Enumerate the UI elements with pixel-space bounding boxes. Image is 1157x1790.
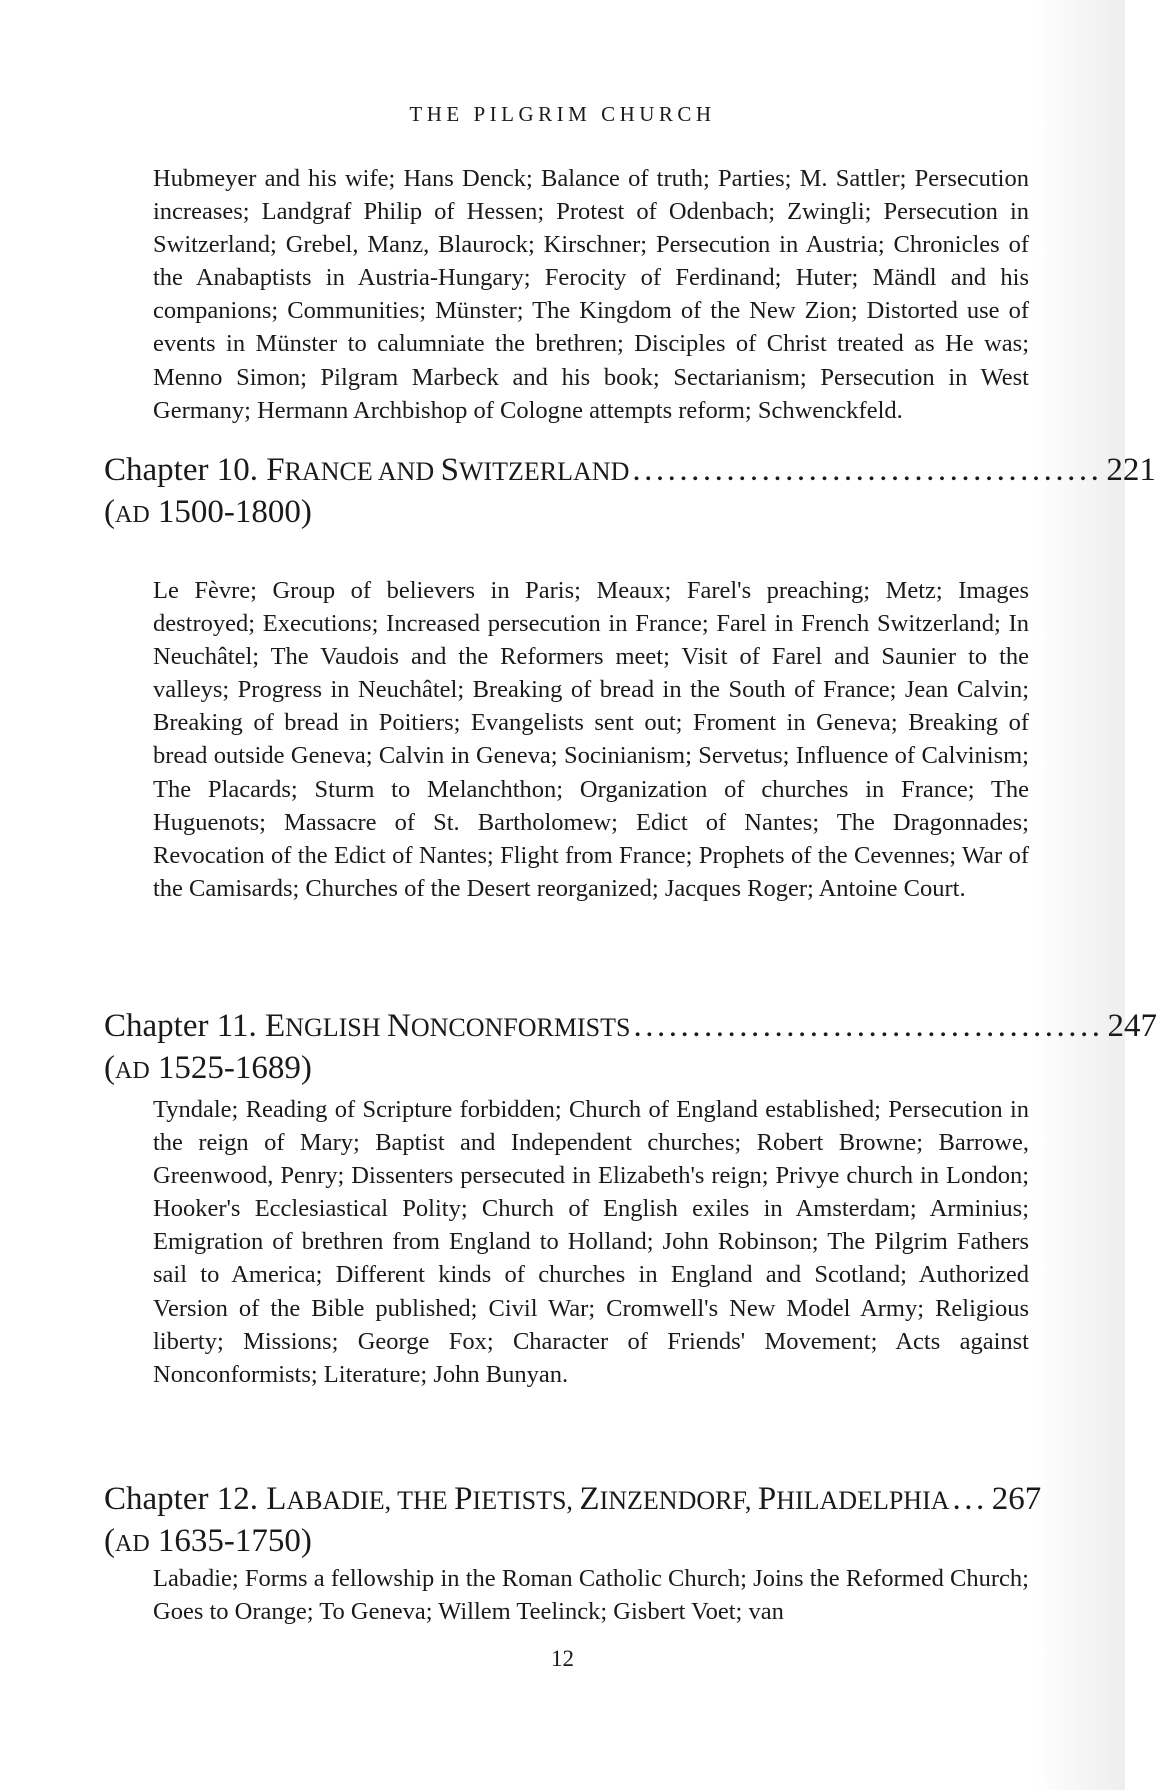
chapter-title-line (104, 1479, 1042, 1521)
chapter-label: Chapter 12. (104, 1481, 258, 1517)
chapter-summary: Tyndale; Reading of Scripture forbidden; Church of England established; Persecution in the reign of Mary; Baptist and Independent churches; Robert Browne; Barrowe, Greenwood, Penry; Dissenters persecuted in Elizabeth's reign; Privye church in London; Hooker's Ecclesiastical Polity; Church of English exiles in Amsterdam; Arminius; Emigration of brethren from England to Holland; John Robinson; The Pilgrim Fathers sail to America; Different kinds of churches in England and Scotland; Authorized Version of the Bible published; Civil War; Cromwell's New Model Army; Religious liberty; Missions; George Fox; Character of Friends' Movement; Acts against Nonconformists; Literature; John Bunyan. (153, 1096, 1029, 1388)
chapter-dates: (AD 1525-1689) (104, 1050, 312, 1086)
chapter-title (104, 450, 629, 492)
dot-leader: ... (952, 1481, 988, 1517)
chapter-title (104, 1006, 630, 1048)
page-gutter-shadow (1035, 0, 1125, 1790)
dot-leader: ........................................ (632, 452, 1103, 488)
chapter-title (104, 1479, 950, 1521)
chapter-title-line (104, 1006, 1157, 1048)
running-head: THE PILGRIM CHURCH (409, 102, 716, 126)
chapter-title-line (104, 450, 1156, 492)
chapter-heading (104, 1479, 1042, 1565)
chapter-dates: (AD 1500-1800) (104, 494, 312, 530)
chapter-summary: Le Fèvre; Group of believers in Paris; Meaux; Farel's preaching; Metz; Images destroyed; Executions; Increased persecution in France; Farel in French Switzerland; In Neuchâtel; The Vaudois and the Reformers meet; Visit of Farel and Saunier to the valleys; Progress in Neuchâtel; Breaking of bread in the South of France; Jean Calvin; Breaking of bread in Poitiers; Evangelists sent out; Froment in Geneva; Breaking of bread outside Geneva; Calvin in Geneva; Socinianism; Servetus; Influence of Calvinism; The Placards; Sturm to Melanchthon; Organization of churches in France; The Huguenots; Massacre of St. Bartholomew; Edict of Nantes; The Dragonnades; Revocation of the Edict of Nantes; Flight from France; Prophets of the Cevennes; War of the Camisards; Churches of the Desert reorganized; Jacques Roger; Antoine Court. (153, 577, 1029, 902)
chapter-page-number: 247 (1107, 1008, 1157, 1044)
dot-leader: ........................................ (633, 1008, 1104, 1044)
continued-summary: Hubmeyer and his wife; Hans Denck; Balance of truth; Parties; M. Sattler; Persecution increases; Landgraf Philip of Hessen; Protest of Odenbach; Zwingli; Persecution in Switzerland; Grebel, Manz, Blaurock; Kirschner; Persecution in Austria; Chronicles of the Anabaptists in Austria-Hungary; Ferocity of Ferdinand; Huter; Mändl and his companions; Communities; Münster; The Kingdom of the New Zion; Distorted use of events in Münster to calumniate the brethren; Disciples of Christ treated as He was; Menno Simon; Pilgram Marbeck and his book; Sectarianism; Persecution in West Germany; Hermann Archbishop of Cologne attempts reform; Schwenckfeld. (153, 165, 1029, 424)
chapter-heading (104, 1006, 1157, 1092)
chapter-label: Chapter 10. (104, 452, 258, 488)
chapter-name: ENGLISH NONCONFORMISTS (265, 1008, 631, 1044)
chapter-name: FRANCE AND SWITZERLAND (266, 452, 630, 488)
chapter-summary: Labadie; Forms a fellowship in the Roman Catholic Church; Joins the Reformed Church; Goes to Orange; To Geneva; Willem Teelinck; Gisbert Voet; van (153, 1565, 1029, 1626)
chapter-page-number: 267 (991, 1481, 1042, 1517)
chapter-dates: (AD 1635-1750) (104, 1523, 312, 1559)
chapter-page-number: 221 (1106, 452, 1156, 488)
chapter-label: Chapter 11. (104, 1008, 257, 1044)
chapter-name: LABADIE, THE PIETISTS, ZINZENDORF, PHILADELPHIA (266, 1481, 950, 1517)
chapter-heading (104, 450, 1156, 536)
page-number: 12 (551, 1646, 574, 1671)
